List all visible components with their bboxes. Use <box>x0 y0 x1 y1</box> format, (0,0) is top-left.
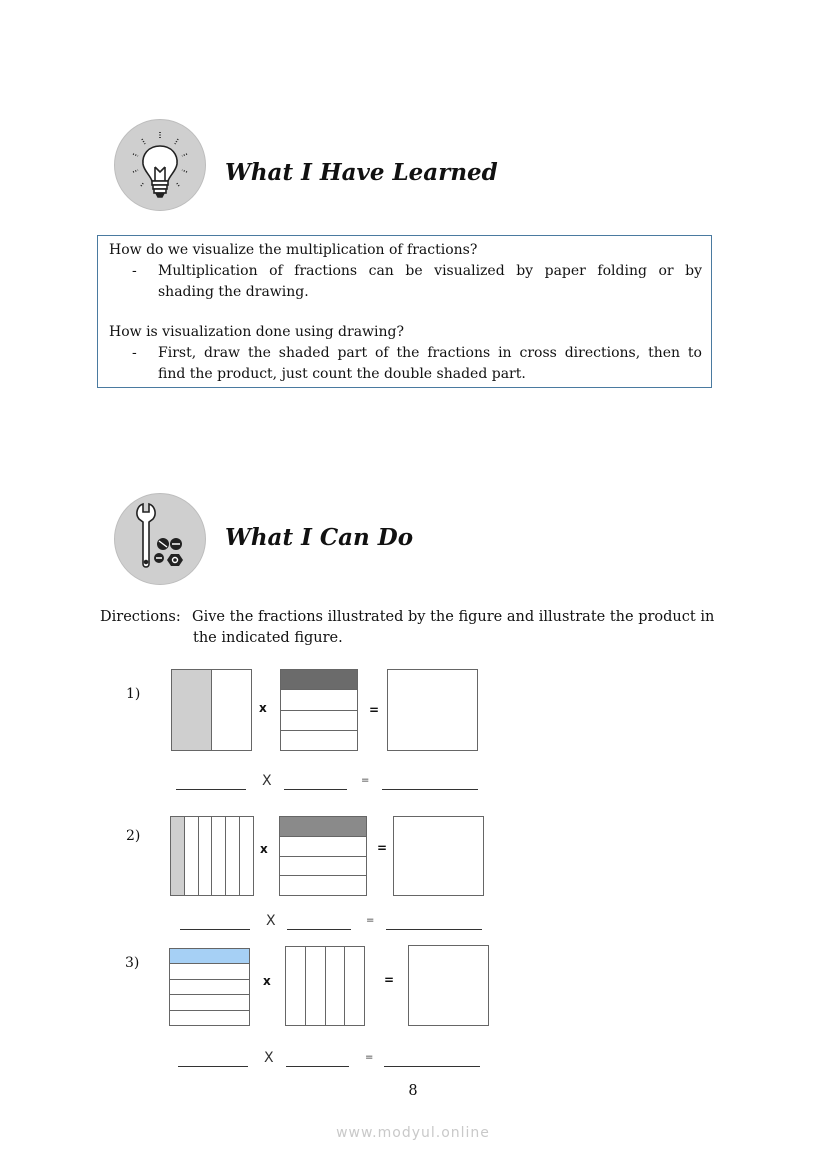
answer-blank-product[interactable] <box>382 789 478 790</box>
shaded-part <box>172 670 211 750</box>
directions-line-2: the indicated figure. <box>193 630 343 646</box>
answer-blank-second-fraction[interactable] <box>284 789 347 790</box>
product-figure-blank <box>393 816 484 896</box>
answer-1-line-2: shading the drawing. <box>158 284 309 300</box>
times-symbol: x <box>259 701 267 715</box>
answer-1-line-1: Multiplication of fractions can be visualized by paper folding or by <box>158 263 702 279</box>
shaded-part <box>280 817 366 836</box>
answer-2-bullet: - <box>132 345 137 361</box>
equals-symbol: = <box>384 973 395 987</box>
answer-blank-product[interactable] <box>386 929 482 930</box>
unshaded-part <box>305 947 325 1025</box>
problem-number: 1) <box>126 686 141 702</box>
unshaded-part <box>211 670 251 750</box>
answer-1 <box>158 261 702 303</box>
section-title-can-do: What I Can Do <box>225 524 414 551</box>
unshaded-part <box>344 947 364 1025</box>
answer-blank-second-fraction[interactable] <box>287 929 351 930</box>
fraction-figure-vertical-sixths <box>170 816 254 896</box>
answer-2-line-1: First, draw the shaded part of the fractions in cross directions, then to <box>158 345 702 361</box>
answer-1-bullet: - <box>132 263 137 279</box>
product-figure-blank <box>387 669 478 751</box>
answer-blank-second-fraction[interactable] <box>286 1066 349 1067</box>
shaded-part <box>281 670 357 689</box>
blank-times-label: X <box>262 773 272 789</box>
equals-symbol: = <box>369 703 380 717</box>
unshaded-part <box>281 730 357 750</box>
unshaded-part <box>225 817 239 895</box>
answer-blank-first-fraction[interactable] <box>176 789 246 790</box>
unshaded-part <box>281 689 357 709</box>
unshaded-part <box>280 836 366 856</box>
directions-line-1: Give the fractions illustrated by the figure and illustrate the product in <box>192 609 715 625</box>
directions-label: Directions: <box>100 609 181 625</box>
answer-2 <box>158 343 702 385</box>
unshaded-part <box>280 875 366 895</box>
unshaded-part <box>170 1010 249 1025</box>
shaded-part <box>170 949 249 963</box>
blank-times-label: X <box>266 913 276 929</box>
shaded-part <box>171 817 184 895</box>
learned-summary-box <box>97 235 712 388</box>
blank-equals-label: = <box>361 775 370 786</box>
unshaded-part <box>170 963 249 978</box>
unshaded-part <box>281 710 357 730</box>
unshaded-part <box>198 817 212 895</box>
unshaded-part <box>286 947 305 1025</box>
unshaded-part <box>325 947 345 1025</box>
blank-equals-label: = <box>366 915 375 926</box>
fraction-figure-vertical-fourths <box>285 946 365 1026</box>
times-symbol: x <box>260 842 268 856</box>
problem-number: 3) <box>125 955 140 971</box>
lightbulb-icon <box>114 119 206 211</box>
question-2: How is visualization done using drawing? <box>109 324 404 340</box>
answer-2-line-2: find the product, just count the double shaded part. <box>158 366 526 382</box>
unshaded-part <box>170 979 249 994</box>
blank-times-label: X <box>264 1050 274 1066</box>
fraction-figure-horizontal-fourths <box>279 816 367 896</box>
fraction-figure-horizontal-fourths <box>280 669 358 751</box>
question-1: How do we visualize the multiplication of fractions? <box>109 242 478 258</box>
blank-equals-label: = <box>365 1052 374 1063</box>
answer-blank-product[interactable] <box>384 1066 480 1067</box>
answer-blank-first-fraction[interactable] <box>180 929 250 930</box>
unshaded-part <box>280 856 366 876</box>
unshaded-part <box>170 994 249 1009</box>
unshaded-part <box>239 817 253 895</box>
product-figure-blank <box>408 945 489 1026</box>
problem-number: 2) <box>126 828 141 844</box>
wrench-bolts-icon <box>114 493 206 585</box>
unshaded-part <box>211 817 225 895</box>
equals-symbol: = <box>377 841 388 855</box>
times-symbol: x <box>263 974 271 988</box>
section-title-learned: What I Have Learned <box>225 159 498 186</box>
unshaded-part <box>184 817 198 895</box>
page-number: 8 <box>408 1083 418 1099</box>
answer-blank-first-fraction[interactable] <box>178 1066 248 1067</box>
footer-watermark: www.modyul.online <box>336 1125 490 1141</box>
fraction-figure-horizontal-fifths <box>169 948 250 1026</box>
fraction-figure-vertical-halves <box>171 669 252 751</box>
